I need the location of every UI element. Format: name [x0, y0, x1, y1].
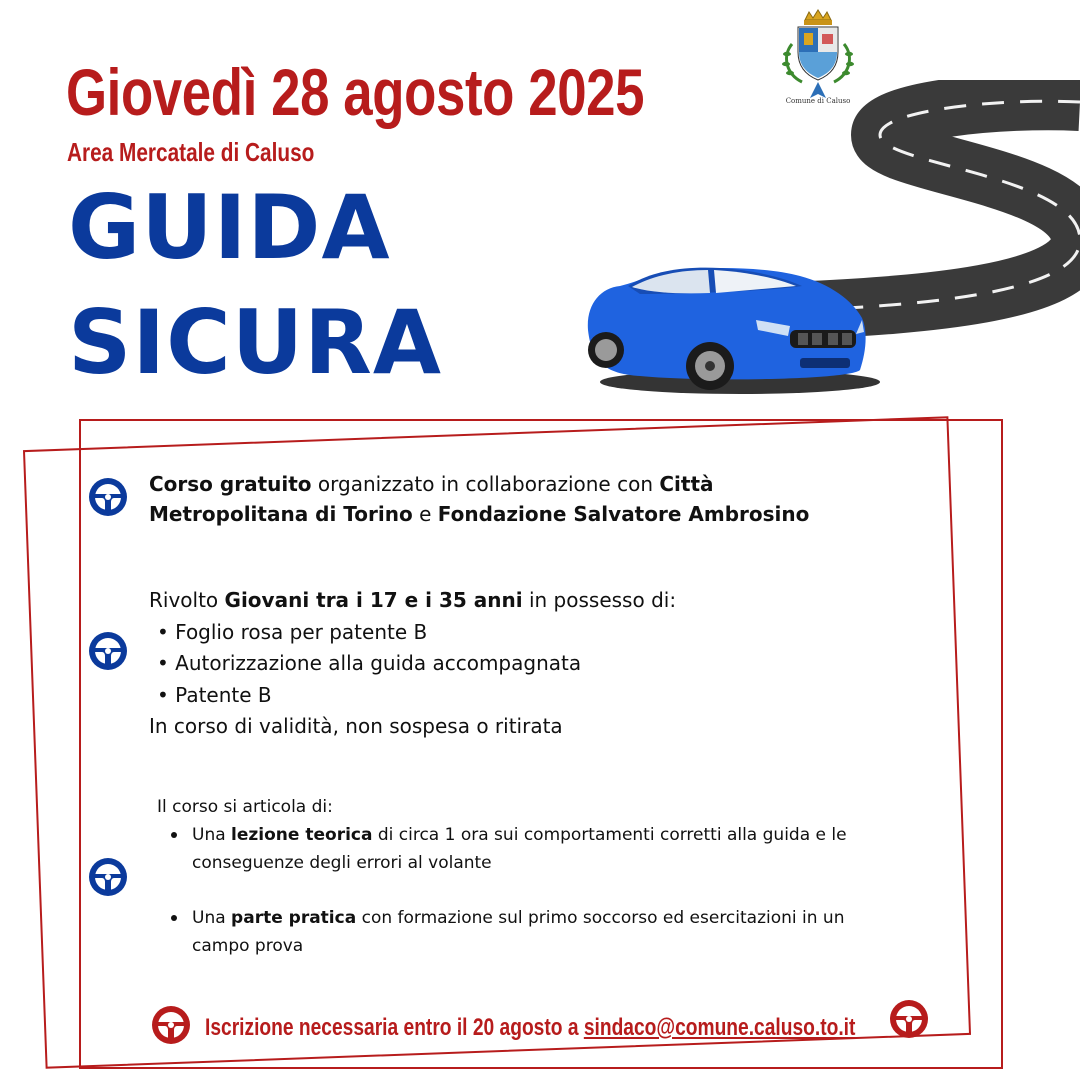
partner-citta-metropolitana: Città Metropolitana di Torino: [149, 472, 714, 526]
crest-caption: Comune di Caluso: [785, 97, 851, 105]
headline-line-1: GUIDA: [68, 176, 391, 279]
eligibility-validity-note: In corso di validità, non sospesa o ritirata: [149, 714, 563, 738]
steering-wheel-icon: [888, 998, 930, 1040]
steering-wheel-icon: [150, 1004, 192, 1046]
blue-car-graphic: [588, 268, 866, 390]
eligibility-lead: Rivolto Giovani tra i 17 e i 35 anni in possesso di:: [149, 588, 677, 612]
free-course-label: Corso gratuito: [149, 472, 312, 496]
road-graphic: [810, 101, 1080, 310]
age-range: Giovani tra i 17 e i 35 anni: [224, 588, 523, 612]
steering-wheel-icon: [87, 476, 129, 518]
theory-lesson-label: lezione teorica: [231, 825, 373, 845]
intro-text-and: e: [412, 502, 438, 526]
car-road-illustration: [580, 80, 1080, 410]
eligibility-item: • Foglio rosa per patente B: [157, 619, 428, 644]
intro-text: organizzato in collaborazione con: [311, 472, 660, 496]
course-structure-list: [157, 821, 877, 960]
registration-email-link[interactable]: sindaco@comune.caluso.to.it: [583, 1014, 856, 1041]
steering-wheel-icon: [87, 856, 129, 898]
eligibility-item: • Patente B: [157, 682, 272, 707]
list-item: Una lezione teorica di circa 1 ora sui comportamenti corretti alla guida e le conseguenze degli errori al volante: [157, 821, 877, 877]
partner-fondazione: Fondazione Salvatore Ambrosino: [437, 502, 810, 526]
headline-line-2: SICURA: [68, 291, 443, 394]
steering-wheel-icon: [87, 630, 129, 672]
practical-part-label: parte pratica: [231, 908, 357, 928]
event-venue: Area Mercatale di Caluso: [67, 137, 315, 167]
registration-note: [205, 1011, 855, 1045]
course-structure: [157, 793, 877, 987]
eligibility-paragraph: [149, 585, 869, 743]
event-date: Giovedì 28 agosto 2025: [66, 55, 645, 129]
course-intro-paragraph: [149, 469, 869, 529]
course-structure-intro: Il corso si articola di:: [157, 797, 333, 817]
list-item: Una parte pratica con formazione sul primo soccorso ed esercitazioni in un campo prova: [157, 904, 877, 960]
eligibility-item: • Autorizzazione alla guida accompagnata: [157, 651, 582, 675]
registration-text: Iscrizione necessaria entro il 20 agosto a: [205, 1014, 584, 1041]
